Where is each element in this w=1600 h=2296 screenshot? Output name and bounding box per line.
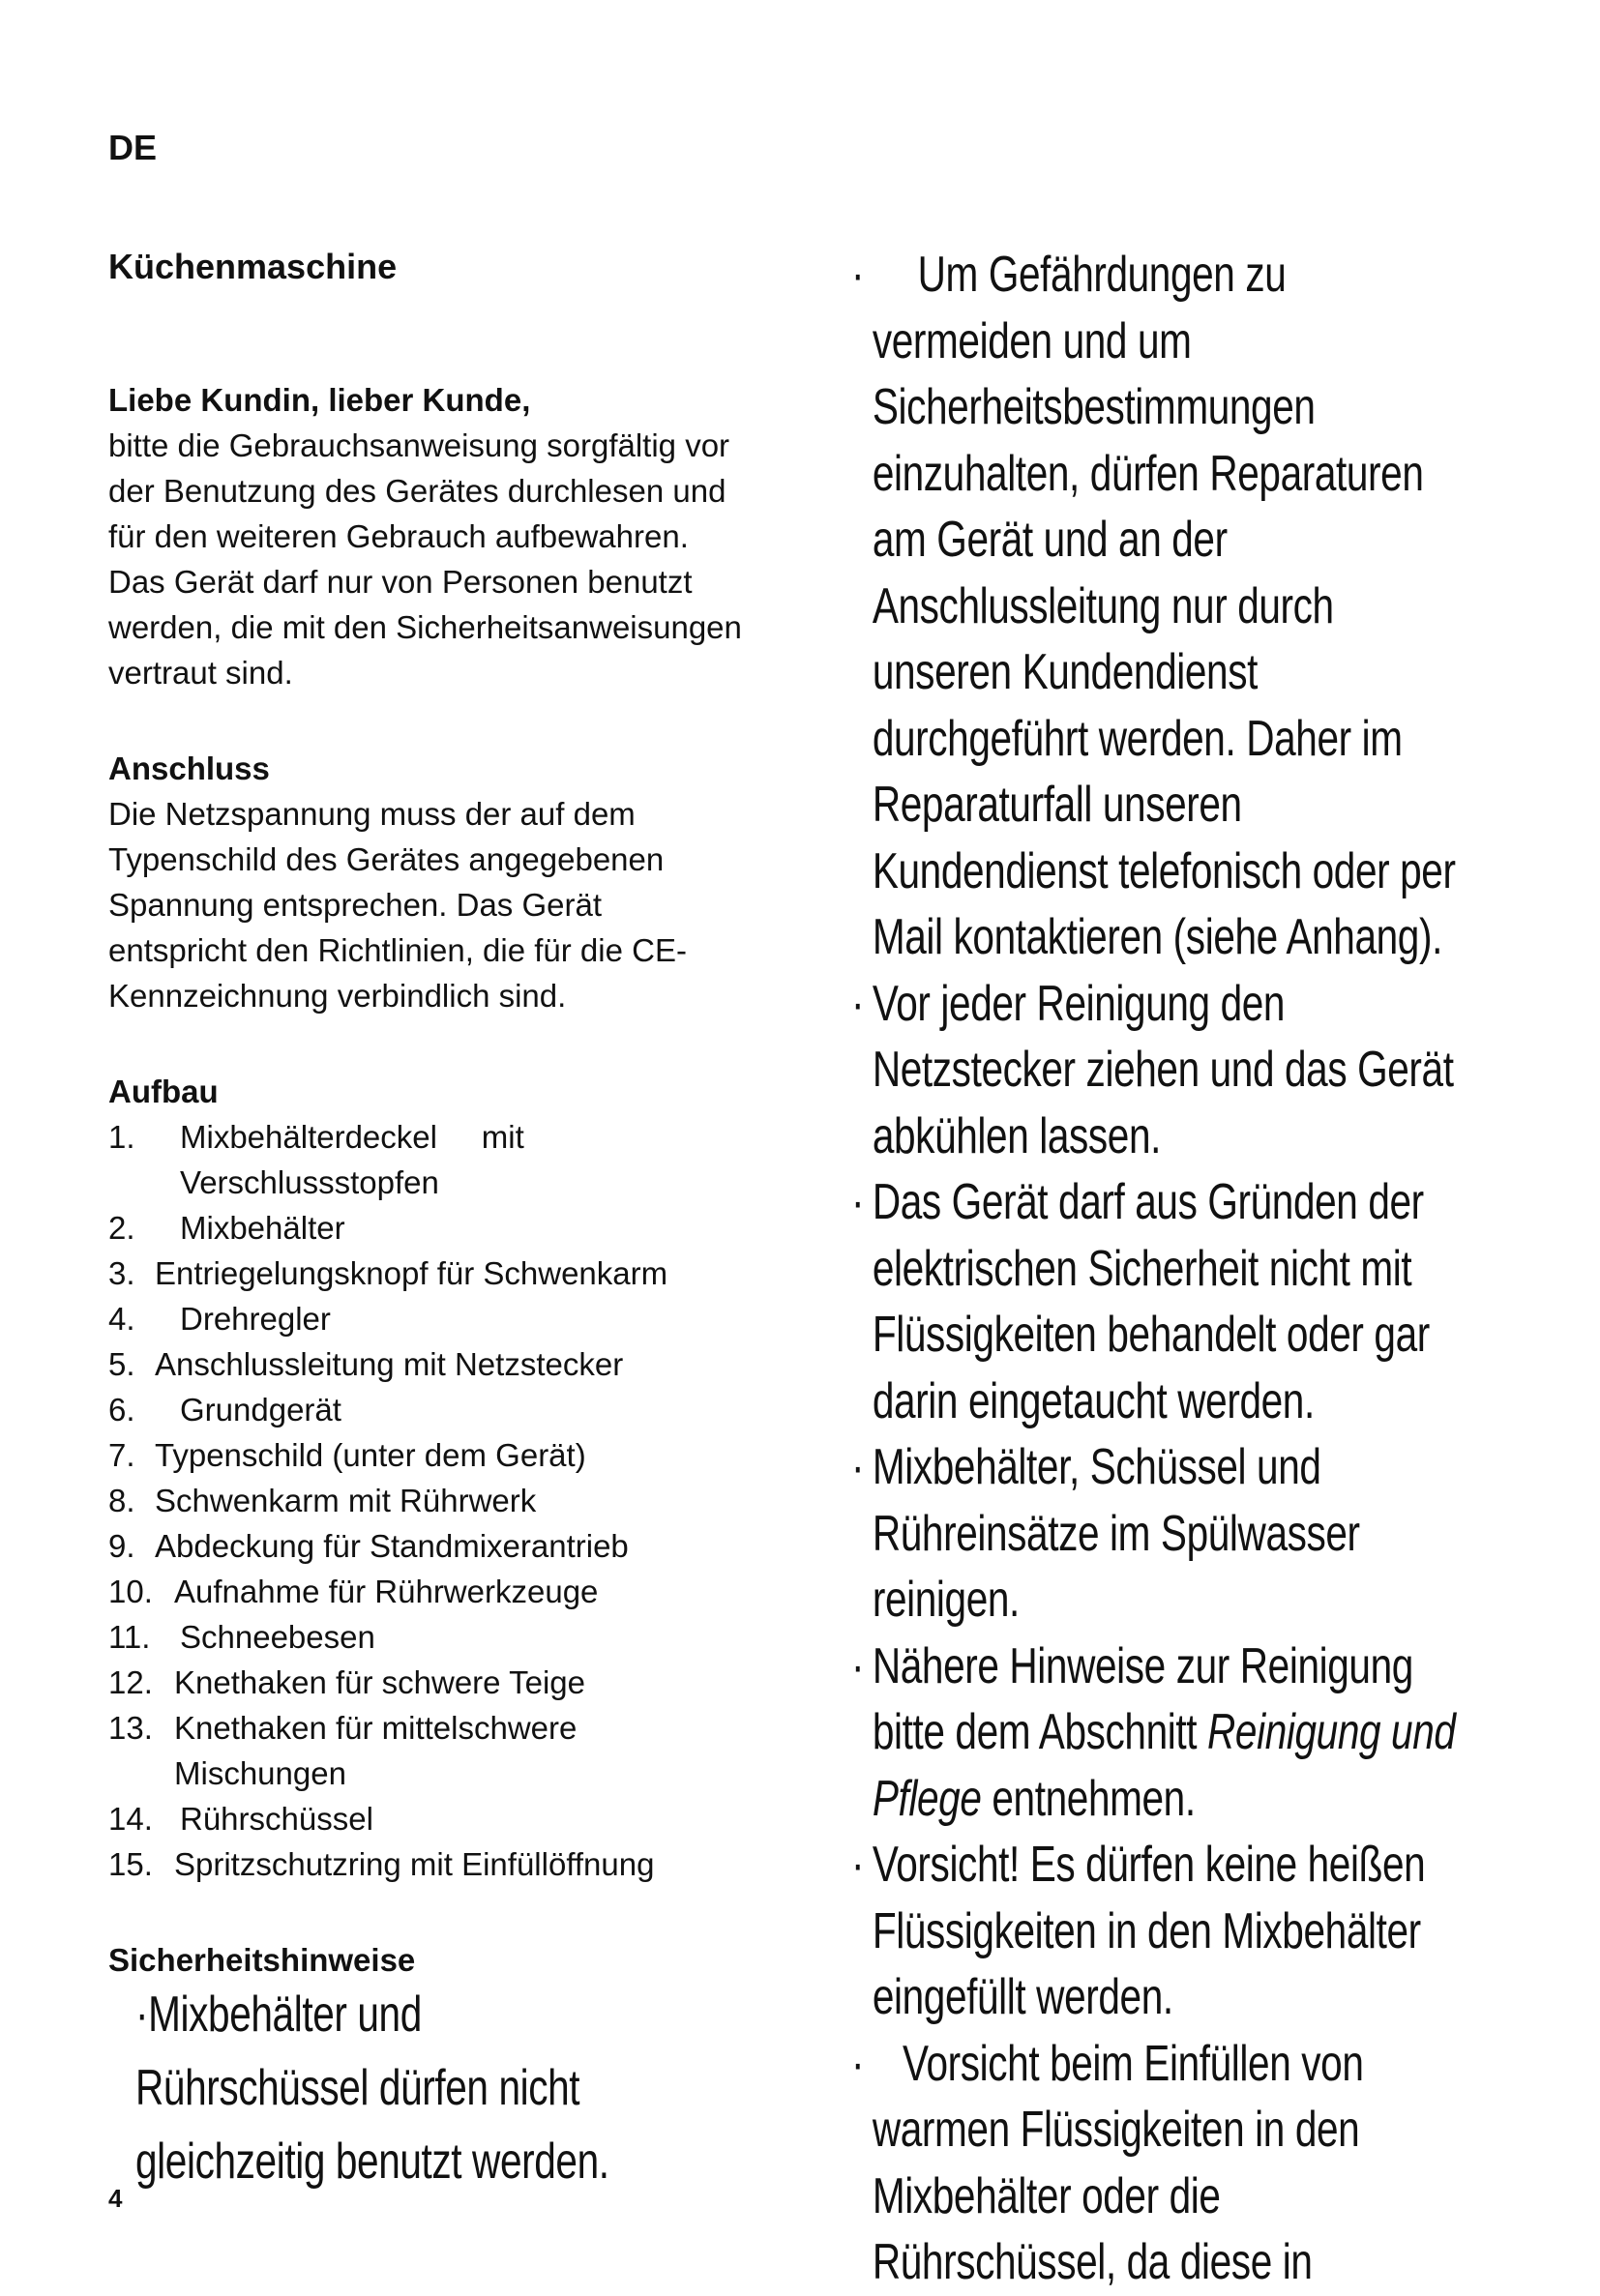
item-number: 7. — [108, 1437, 135, 1473]
safety-item — [851, 1634, 1470, 1833]
greeting-section — [108, 377, 785, 695]
parts-list-item — [108, 1205, 785, 1251]
item-text: Knethaken für schwere Teige — [174, 1664, 585, 1700]
parts-list-item — [108, 1660, 785, 1705]
anschluss-line: Kennzeichnung verbindlich sind. — [108, 978, 567, 1014]
greeting-line: werden, die mit den Sicherheitsanweisungen — [108, 609, 742, 645]
page-title: Küchenmaschine — [108, 247, 398, 286]
item-number: 11. — [108, 1619, 151, 1655]
parts-list-item — [108, 1478, 785, 1523]
parts-list-item — [108, 1841, 785, 1887]
parts-list-item — [108, 1523, 785, 1569]
bullet: · — [135, 1987, 149, 2043]
item-number: 5. — [108, 1346, 135, 1382]
item-text: Entriegelungsknopf für Schwenkarm — [155, 1255, 668, 1291]
parts-list-item — [108, 1796, 785, 1841]
reinigung-text-after: entnehmen. — [981, 1770, 1196, 1827]
item-text: Typenschild (unter dem Gerät) — [155, 1437, 586, 1473]
item-text: Abdeckung für Standmixerantrieb — [155, 1528, 629, 1564]
anschluss-line: entspricht den Richtlinien, die für die CE- — [108, 932, 687, 968]
bullet: · — [851, 247, 865, 303]
item-number: 6. — [108, 1392, 135, 1428]
language-code: DE — [108, 128, 158, 167]
anschluss-line: Spannung entsprechen. Das Gerät — [108, 887, 603, 923]
parts-list-item — [108, 1387, 785, 1432]
page-number: 4 — [108, 2184, 123, 2213]
right-column — [851, 242, 1470, 2296]
sicherheit-heading: Sicherheitshinweise — [108, 1942, 416, 1978]
bullet: · — [851, 1637, 865, 1694]
greeting-line: vertraut sind. — [108, 655, 293, 691]
bullet: · — [851, 1439, 865, 1495]
item-text: Aufnahme für Rührwerkzeuge — [174, 1574, 599, 1609]
bullet: · — [851, 975, 865, 1032]
item-text: Spritzschutzring mit Einfüllöffnung — [174, 1846, 655, 1882]
greeting-line: Das Gerät darf nur von Personen benutzt — [108, 564, 693, 600]
safety-item-text: Mixbehälter, Schüssel und Rühreinsätze im Spülwasser reinigen. — [872, 1439, 1360, 1628]
item-text: Grundgerät — [180, 1392, 341, 1428]
greeting-heading: Liebe Kundin, lieber Kunde, — [108, 382, 531, 418]
item-number: 12. — [108, 1664, 153, 1700]
safety-left-items — [135, 1978, 664, 2198]
bullet: · — [851, 2035, 865, 2092]
parts-list — [108, 1114, 785, 1887]
safety-item — [851, 242, 1470, 971]
bullet: · — [851, 1837, 865, 1893]
greeting-line: für den weiteren Gebrauch aufbewahren. — [108, 518, 689, 554]
safety-item — [135, 1978, 664, 2198]
reinigung-text-before: Nähere Hinweise zur Reinigung bitte dem Abschnitt — [872, 1637, 1413, 1760]
parts-list-item — [108, 1614, 785, 1660]
anschluss-line: Typenschild des Gerätes angegebenen — [108, 841, 665, 877]
item-number: 14. — [108, 1801, 153, 1837]
parts-list-item — [108, 1296, 785, 1341]
item-number: 13. — [108, 1710, 153, 1746]
item-number: 3. — [108, 1255, 135, 1291]
parts-list-item — [108, 1569, 785, 1614]
safety-item — [851, 1169, 1470, 1434]
aufbau-heading: Aufbau — [108, 1074, 219, 1109]
item-text: Schwenkarm mit Rührwerk — [155, 1483, 537, 1518]
safety-item — [851, 1832, 1470, 2031]
parts-list-item — [108, 1114, 785, 1205]
sicherheit-section — [108, 1937, 785, 1983]
item-text: Rührschüssel — [180, 1801, 373, 1837]
aufbau-section — [108, 1069, 785, 1887]
safety-item-text: Das Gerät darf aus Gründen der elektrischen Sicherheit nicht mit Flüssigkeiten behandelt oder gar darin eingetaucht werden. — [872, 1174, 1430, 1429]
parts-list-item — [108, 1432, 785, 1478]
item-number: 1. — [108, 1119, 135, 1155]
left-column — [108, 377, 785, 1983]
parts-list-item — [108, 1705, 785, 1796]
item-text: Mixbehälter — [180, 1210, 345, 1246]
bullet: · — [851, 1174, 865, 1230]
item-text: Schneebesen — [180, 1619, 375, 1655]
item-number: 10. — [108, 1574, 153, 1609]
item-number: 9. — [108, 1528, 135, 1564]
safety-item — [851, 2031, 1470, 2296]
anschluss-section — [108, 746, 785, 1018]
anschluss-line: Die Netzspannung muss der auf dem — [108, 796, 636, 832]
parts-list-item — [108, 1341, 785, 1387]
item-text: Knethaken für mittelschwere Mischungen — [174, 1710, 578, 1791]
safety-item-text: Mixbehälter und Rührschüssel dürfen nicht gleichzeitig benutzt werden. — [135, 1987, 609, 2190]
parts-list-item — [108, 1251, 785, 1296]
safety-item-text: Vor jeder Reinigung den Netzstecker ziehen und das Gerät abkühlen lassen. — [872, 975, 1454, 1164]
item-text: Mixbehälterdeckel mit Verschlussstopfen — [180, 1119, 533, 1200]
item-text: Drehregler — [180, 1301, 331, 1337]
safety-item-text: Vorsicht beim Einfüllen von warmen Flüssigkeiten in den Mixbehälter oder die Rührschüssel, da diese in — [872, 2035, 1364, 2290]
item-number: 15. — [108, 1846, 153, 1882]
safety-item-text: Um Gefährdungen zu vermeiden und um Sicherheitsbestimmungen einzuhalten, dürfen Reparaturen am Gerät und an der Anschlussleitung nur durch unseren Kundendienst durchgeführt werden. Daher im Reparaturfall unseren Kundendienst telefonisch oder per Mail kontaktieren (siehe Anhang). — [872, 247, 1456, 965]
greeting-line: bitte die Gebrauchsanweisung sorgfältig vor — [108, 427, 730, 463]
item-text: Anschlussleitung mit Netzstecker — [155, 1346, 624, 1382]
safety-item-text: Vorsicht! Es dürfen keine heißen Flüssigkeiten in den Mixbehälter eingefüllt werden. — [872, 1837, 1426, 2025]
item-number: 2. — [108, 1210, 135, 1246]
greeting-line: der Benutzung des Gerätes durchlesen und — [108, 473, 726, 509]
anschluss-heading: Anschluss — [108, 751, 270, 786]
reinigung-emphasis: Reinigung und Pflege — [872, 1704, 1456, 1827]
item-number: 4. — [108, 1301, 135, 1337]
safety-item — [851, 971, 1470, 1170]
item-number: 8. — [108, 1483, 135, 1518]
safety-item — [851, 1434, 1470, 1634]
